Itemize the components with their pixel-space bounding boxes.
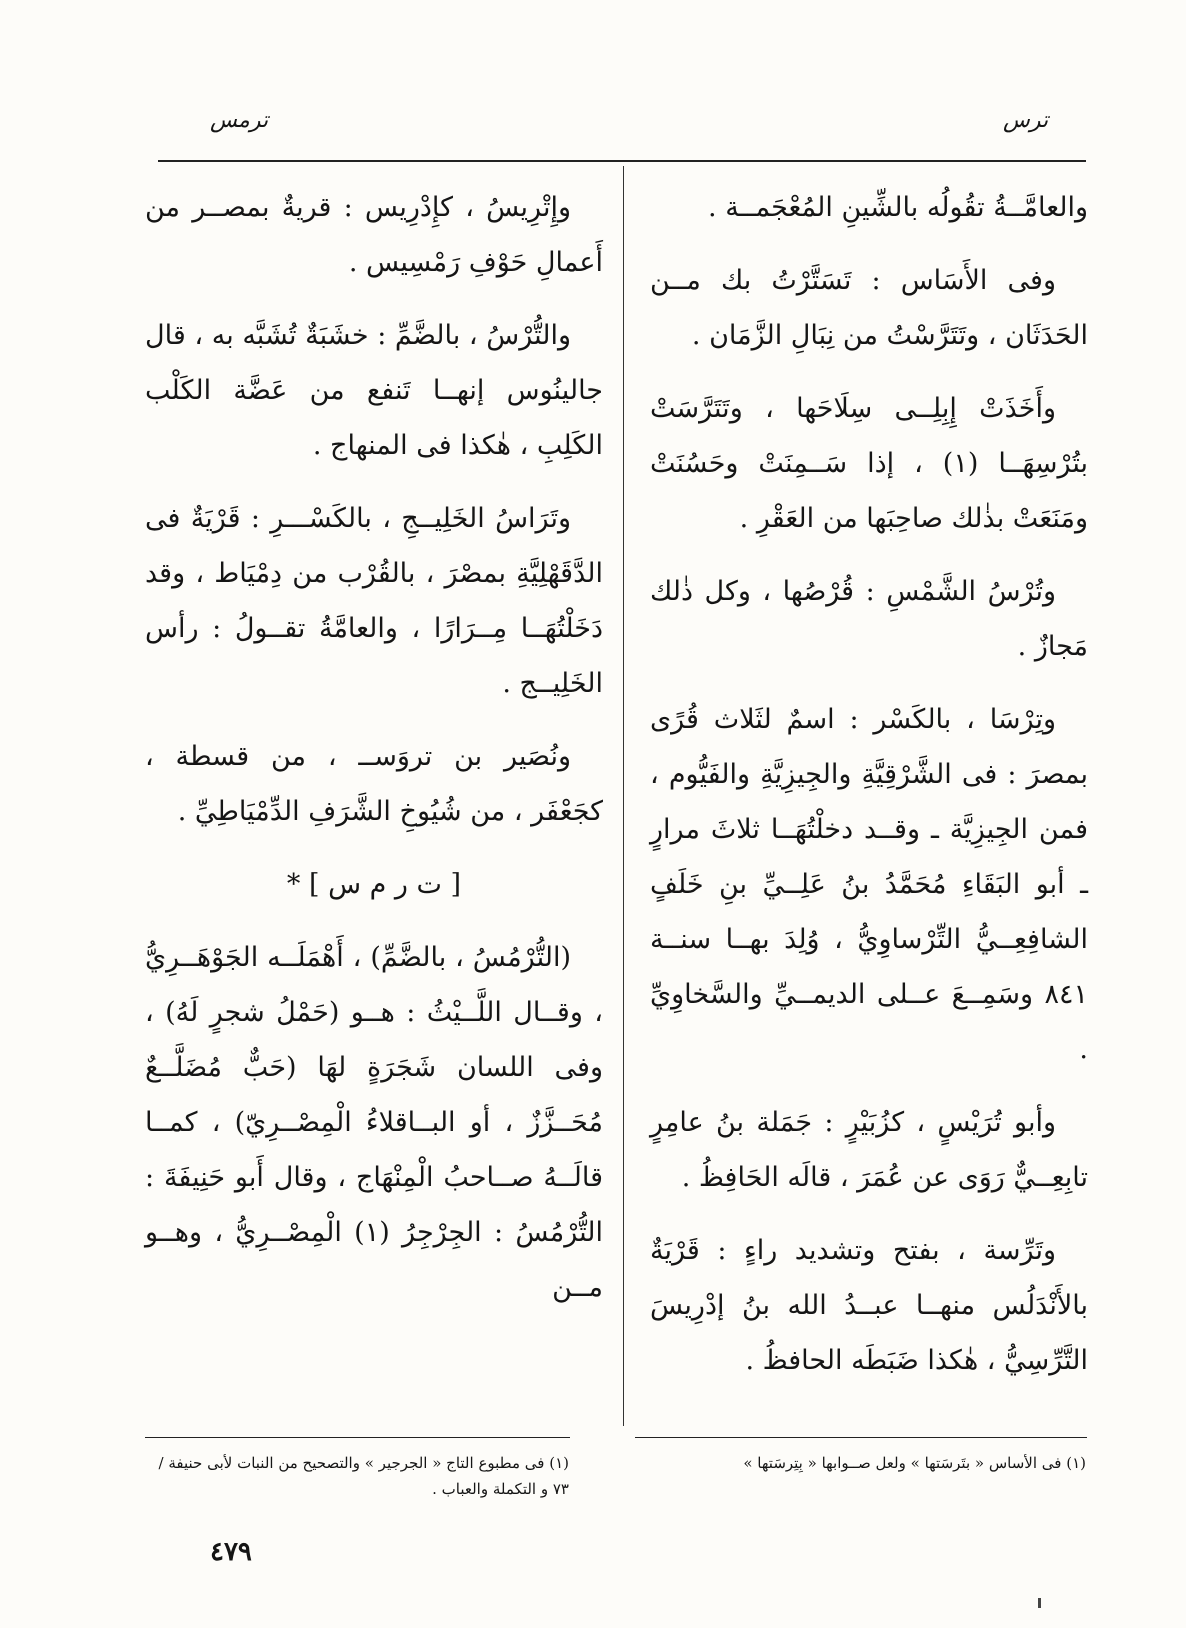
header-rule bbox=[158, 160, 1086, 162]
left-column bbox=[145, 180, 603, 1333]
footnote-rule-left bbox=[145, 1437, 570, 1438]
footnote-rule-right bbox=[635, 1437, 1087, 1438]
header-left-word: ترمس bbox=[210, 108, 269, 133]
entry-paragraph: وتُرْسُ الشَّمْسِ : قُرْصُها ، وكل ذٰلك مَجازٌ . bbox=[650, 576, 1088, 662]
entry-paragraph: (التُّرْمُسُ ، بالضَّمِّ) ، أَهْمَلَــه الجَوْهَــرِيُّ ، وقــال اللَّــيْثُ : هــو (حَمْلُ شجرٍ لَهُ) ، وفى اللسان شَجَرَةٍ لهَا (حَبٌّ مُضَلَّــعٌ مُحَــزَّزٌ ، أو البــاقلاءُ الْمِصْــرِيّ) ، كمــا قالَــهُ صــاحبُ الْمِنْهَاج ، وقال أَبو حَنِيفَةَ : التُّرْمُسُ : الجِرْجِرُ (١) الْمِصْــرِيُّ ، وهــو مــن bbox=[145, 942, 603, 1303]
entry-paragraph: وتَرِّسة ، بفتح وتشديد راءٍ : قَرْيَةٌ بالأَنْدَلُس منهــا عبــدُ الله بنُ إدْرِيسَ التَّرِّسِيُّ ، هٰكذا ضَبَطَه الحافظُ . bbox=[650, 1235, 1088, 1376]
right-column bbox=[650, 180, 1088, 1406]
entry-paragraph: ونُصَير بن تروَســ ، من قسطة ، كجَعْفَر ، من شُيُوخِ الشَّرَفِ الدِّمْيَاطِيِّ . bbox=[145, 741, 603, 827]
entry-paragraph: والتُّرْسُ ، بالضَّمِّ : خشَبَةٌ تُشَبَّه به ، قال جالينُوس إنهــا تَنفع من عَضَّة الكَلْب الكَلِبِ ، هٰكذا فى المنهاج . bbox=[145, 320, 603, 461]
scan-mark bbox=[1038, 1598, 1041, 1608]
page-number: ٤٧٩ bbox=[210, 1537, 252, 1567]
section-heading: [ ت ر م س ] * bbox=[286, 869, 462, 900]
entry-paragraph: والعامَّــةُ تقُولُه بالشِّينِ المُعْجَمــة . bbox=[708, 192, 1088, 223]
footnote-left: (١) فى مطبوع التاج « الجرجير » والتصحيح من النبات لأبى حنيفة / ٧٣ و التكملة والعباب . bbox=[158, 1454, 569, 1498]
entry-paragraph: وتَرَاسُ الخَلِيــجِ ، بالكَسْـــرِ : قَرْيَةٌ فى الدَّقَهْلِيَّةِ بمصْرَ ، بالقُرْب من دِمْيَاط ، وقد دَخَلْتُهَــا مِــرَارًا ، والعامَّةُ تقــولُ : رأس الخَلِيــج . bbox=[145, 503, 603, 699]
entry-paragraph: وإِتْرِيسُ ، كإِدْرِيس : قريةٌ بمصــر من أَعمالِ حَوْفِ رَمْسِيس . bbox=[145, 192, 603, 278]
entry-paragraph: وأبو تُرَيْسٍ ، كزُبَيْرٍ : جَمَلة بنُ عامِرٍ تابِعِــيٌّ رَوَى عن عُمَرَ ، قالَه الحَافِظُ . bbox=[650, 1107, 1088, 1193]
column-divider bbox=[623, 166, 624, 1426]
footnote-right: (١) فى الأساس « بتَرسَتها » ولعل صــوابها « بِتِرسَتها » bbox=[743, 1454, 1086, 1472]
entry-paragraph: وأَخَذَتْ إِبِلِــى سِلَاحَها ، وتَتَرَّسَتْ بتُرْسِهَــا (١) ، إذا سَــمِنَتْ وحَسُنَتْ ومَنَعَتْ بذٰلك صاحِبَها من العَقْرِ . bbox=[650, 393, 1088, 534]
entry-paragraph: وتِرْسَا ، بالكَسْر : اسمٌ لثَلاث قُرًى بمصرَ : فى الشَّرْقِيَّةِ والجِيزِيَّةِ والفَيُّوم ، فمن الجِيزِيَّة ـ وقــد دخلْتُهَــا ثلاثَ مرارٍ ـ أبو البَقَاءِ مُحَمَّدُ بنُ عَلِــيِّ بنِ خَلَفٍ الشافِعِــيُّ التِّرْساوِيُّ ، وُلِدَ بهــا سنــة ٨٤١ وسَمِــعَ عــلى الديمــيِّ والسَّخاوِيِّ . bbox=[650, 704, 1088, 1065]
entry-paragraph: وفى الأَسَاس : تَسَتَّرْتُ بك مــن الحَدَثَان ، وتَتَرَّسْتُ من نِبَالِ الزَّمَان . bbox=[650, 265, 1088, 351]
header-right-word: ترس bbox=[1003, 108, 1049, 133]
